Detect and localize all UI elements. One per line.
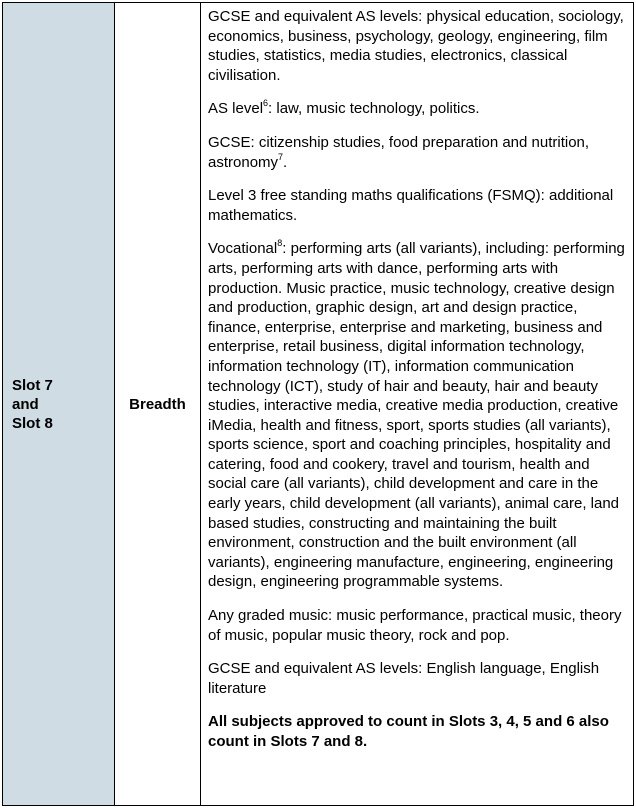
footnote-8: 8 [277, 238, 283, 249]
slot-label-line-1: Slot 7 [12, 376, 53, 394]
slot-cell [3, 3, 115, 806]
slots-table [2, 2, 634, 806]
category-label: Breadth [129, 395, 186, 413]
table-row [3, 3, 634, 806]
footnote-6: 6 [263, 98, 269, 109]
paragraph-gcse: GCSE: citizenship studies, food preparation and nutrition, astronomy$^7$. [208, 133, 590, 171]
subjects-cell [201, 3, 634, 806]
paragraph-gcse-as: GCSE and equivalent AS levels: physical education, sociology, economics, business, psychology, geology, engineering, film studies, statistics, media studies, electronics, classical civilisation. [208, 8, 624, 84]
category-cell [115, 3, 201, 806]
paragraph-english: GCSE and equivalent AS levels: English language, English literature [208, 660, 600, 697]
paragraph-fsmq: Level 3 free standing maths qualifications (FSMQ): additional mathematics. [208, 187, 614, 224]
paragraph-vocational: Vocational$^8$: performing arts (all variants), including: performing arts, performing arts with dance, performing arts with production. Music practice, music technology, creative design and production, graphic design, art and design practice, finance, enterprise, enterprise and marketing, business and enterprise, retail business, digital information technology, information technology (IT), information communication technology (ICT), study of hair and beauty, hair and beauty studies, interactive media, creative media production, creative iMedia, health and fitness, sport, sports studies (all variants), sports science, sport and coaching principles, hospitality and catering, food and cookery, travel and tourism, health and social care (all variants), child development and care in the early years, child development (all variants), animal care, land based studies, constructing and maintaining the built environment, construction and the built environment (all variants), engineering manufacture, engineering, engineering design, engineering programmable systems. [208, 238, 625, 591]
footnote-7: 7 [278, 151, 284, 162]
paragraph-graded-music: Any graded music: music performance, practical music, theory of music, popular music theory, rock and pop. [208, 607, 622, 644]
slot-label-line-2: and [12, 395, 39, 413]
slot-label-line-3: Slot 8 [12, 414, 53, 432]
closing-note: All subjects approved to count in Slots 3, 4, 5 and 6 also count in Slots 7 and 8. [208, 713, 609, 750]
paragraph-as-level: AS level$^6$: law, music technology, politics. [208, 98, 480, 118]
